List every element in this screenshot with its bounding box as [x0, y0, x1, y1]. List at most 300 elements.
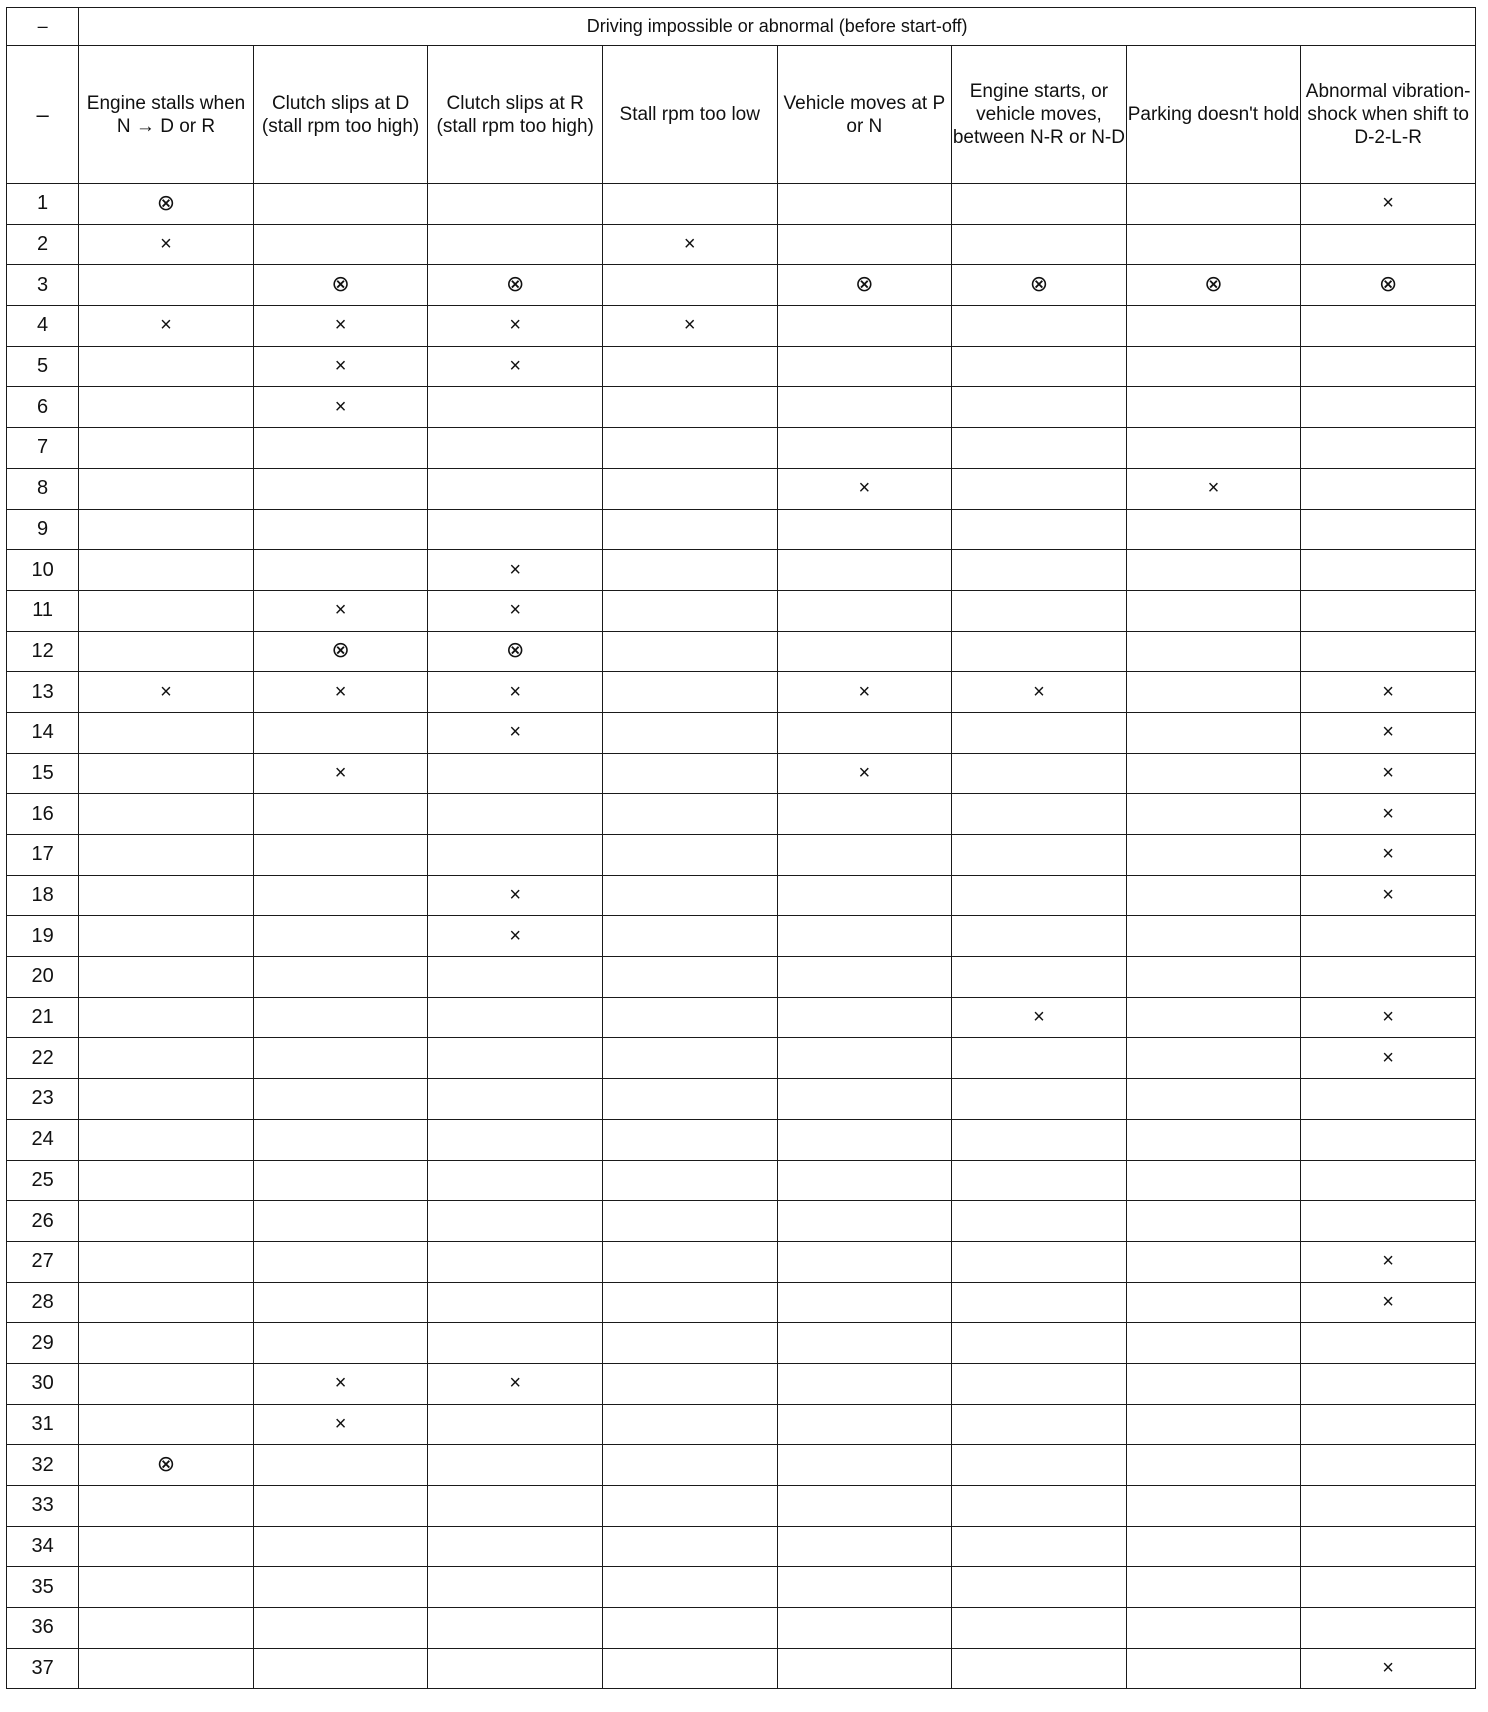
- table-row: [7, 306, 1476, 347]
- table-cell: [777, 306, 952, 347]
- table-cell: [1126, 1282, 1301, 1323]
- x-mark: ×: [1382, 1657, 1394, 1680]
- table-cell: [1126, 1526, 1301, 1567]
- table-cell: [1301, 997, 1476, 1038]
- table-cell: [1301, 1445, 1476, 1486]
- table-cell: [1301, 1526, 1476, 1567]
- table-cell: [253, 672, 428, 713]
- table-cell: [1301, 468, 1476, 509]
- table-cell: [1301, 509, 1476, 550]
- table-cell: [777, 468, 952, 509]
- table-cell: [602, 1567, 777, 1608]
- column-header: Parking doesn't hold: [1126, 46, 1301, 184]
- table-cell: [952, 428, 1127, 469]
- table-row: [7, 1119, 1476, 1160]
- table-cell: [1126, 1363, 1301, 1404]
- table-cell: [1301, 794, 1476, 835]
- x-mark: ×: [1382, 721, 1394, 744]
- table-cell: [777, 387, 952, 428]
- table-cell: [952, 916, 1127, 957]
- table-cell: [79, 875, 254, 916]
- x-mark: ×: [509, 924, 522, 947]
- table-cell: [602, 712, 777, 753]
- table-cell: [253, 875, 428, 916]
- table-cell: [602, 1648, 777, 1689]
- table-cell: [1301, 631, 1476, 672]
- table-cell: [602, 631, 777, 672]
- table-cell: [1126, 509, 1301, 550]
- table-cell: [777, 224, 952, 265]
- table-cell: [602, 1079, 777, 1120]
- x-mark: ×: [509, 314, 522, 337]
- table-row: [7, 346, 1476, 387]
- table-cell: [253, 1160, 428, 1201]
- table-cell: [602, 224, 777, 265]
- table-cell: [428, 672, 603, 713]
- table-cell: [1126, 1648, 1301, 1689]
- table-cell: [1301, 428, 1476, 469]
- table-cell: [1126, 875, 1301, 916]
- table-cell: [1126, 468, 1301, 509]
- table-row: [7, 1201, 1476, 1242]
- table-cell: [602, 1241, 777, 1282]
- row-number: 3: [7, 265, 79, 306]
- row-number: 25: [7, 1160, 79, 1201]
- table-cell: [79, 1201, 254, 1242]
- table-row: [7, 1038, 1476, 1079]
- table-cell: [428, 509, 603, 550]
- table-cell: [1301, 184, 1476, 225]
- table-cell: [1301, 1201, 1476, 1242]
- table-cell: [1126, 1323, 1301, 1364]
- table-cell: [253, 997, 428, 1038]
- table-cell: [428, 835, 603, 876]
- table-row: [7, 550, 1476, 591]
- column-header: Engine stalls when N → D or R: [79, 46, 254, 184]
- table-cell: [428, 306, 603, 347]
- table-row: [7, 794, 1476, 835]
- table-cell: [428, 1282, 603, 1323]
- row-number: 31: [7, 1404, 79, 1445]
- table-cell: [1126, 1241, 1301, 1282]
- table-cell: [1301, 1038, 1476, 1079]
- column-header: Engine starts, or vehicle moves, between N-R or N-D: [952, 46, 1127, 184]
- x-mark: ×: [334, 395, 347, 418]
- x-mark: ×: [160, 680, 172, 703]
- table-cell: [79, 957, 254, 998]
- table-cell: [1126, 184, 1301, 225]
- table-cell: [428, 1323, 603, 1364]
- table-cell: [1126, 306, 1301, 347]
- table-row: [7, 509, 1476, 550]
- column-headers: [7, 46, 1476, 184]
- table-cell: [952, 1119, 1127, 1160]
- table-cell: [602, 1119, 777, 1160]
- table-cell: [428, 875, 603, 916]
- table-cell: [253, 224, 428, 265]
- table-cell: [602, 509, 777, 550]
- table-cell: [253, 550, 428, 591]
- table-cell: [602, 753, 777, 794]
- row-number: 4: [7, 306, 79, 347]
- table-cell: [79, 1567, 254, 1608]
- x-mark: ×: [334, 599, 347, 622]
- x-mark: ×: [1382, 1006, 1394, 1029]
- table-cell: [253, 1323, 428, 1364]
- table-cell: [428, 1526, 603, 1567]
- diagnosis-chart: [6, 7, 1476, 1689]
- row-number: 20: [7, 957, 79, 998]
- table-cell: [79, 387, 254, 428]
- table-cell: [79, 1648, 254, 1689]
- table-cell: [253, 1567, 428, 1608]
- table-cell: [1126, 1160, 1301, 1201]
- table-cell: [253, 1608, 428, 1649]
- table-cell: [79, 224, 254, 265]
- table-cell: [602, 1445, 777, 1486]
- table-cell: [952, 835, 1127, 876]
- table-cell: [428, 957, 603, 998]
- table-cell: [428, 1160, 603, 1201]
- row-number: 24: [7, 1119, 79, 1160]
- table-cell: [79, 509, 254, 550]
- table-cell: [1126, 428, 1301, 469]
- table-cell: [79, 346, 254, 387]
- table-row: [7, 875, 1476, 916]
- table-cell: [1126, 550, 1301, 591]
- table-cell: [79, 265, 254, 306]
- table-cell: [602, 1201, 777, 1242]
- circled-x-mark: ⊗: [855, 271, 874, 297]
- table-cell: [1301, 1567, 1476, 1608]
- table-cell: [253, 1079, 428, 1120]
- row-number: 14: [7, 712, 79, 753]
- row-number: 19: [7, 916, 79, 957]
- table-cell: [428, 184, 603, 225]
- table-cell: [952, 1201, 1127, 1242]
- table-cell: [428, 916, 603, 957]
- x-mark: ×: [1382, 1046, 1394, 1069]
- table-cell: [952, 184, 1127, 225]
- table-cell: [1301, 306, 1476, 347]
- table-row: [7, 916, 1476, 957]
- table-cell: [777, 1282, 952, 1323]
- table-cell: [777, 672, 952, 713]
- table-cell: [952, 1486, 1127, 1527]
- table-cell: [777, 1404, 952, 1445]
- table-cell: [79, 428, 254, 469]
- table-cell: [952, 1445, 1127, 1486]
- table-cell: [1126, 1445, 1301, 1486]
- table-cell: [428, 590, 603, 631]
- table-cell: [1301, 1119, 1476, 1160]
- table-cell: [952, 1404, 1127, 1445]
- table-row: [7, 590, 1476, 631]
- row-number: 26: [7, 1201, 79, 1242]
- table-cell: [1301, 224, 1476, 265]
- x-mark: ×: [334, 761, 347, 784]
- table-cell: [428, 1445, 603, 1486]
- table-cell: [79, 835, 254, 876]
- x-mark: ×: [509, 680, 522, 703]
- table-cell: [952, 631, 1127, 672]
- table-cell: [253, 509, 428, 550]
- table-cell: [428, 1241, 603, 1282]
- x-mark: ×: [683, 314, 696, 337]
- table-cell: [1126, 1079, 1301, 1120]
- table-cell: [79, 672, 254, 713]
- table-cell: [253, 468, 428, 509]
- circled-x-mark: ⊗: [1029, 271, 1049, 297]
- table-cell: [79, 1119, 254, 1160]
- table-cell: [428, 631, 603, 672]
- table-cell: [777, 835, 952, 876]
- row-header-dash: –: [7, 46, 79, 184]
- x-mark: ×: [1382, 680, 1394, 703]
- table-row: [7, 1323, 1476, 1364]
- table-cell: [777, 1567, 952, 1608]
- table-cell: [79, 1282, 254, 1323]
- table-cell: [1301, 875, 1476, 916]
- table-cell: [952, 997, 1127, 1038]
- table-cell: [428, 794, 603, 835]
- table-cell: [777, 590, 952, 631]
- circled-x-mark: ⊗: [156, 1451, 176, 1477]
- table-row: [7, 1567, 1476, 1608]
- x-mark: ×: [858, 680, 871, 703]
- table-cell: [1301, 265, 1476, 306]
- table-cell: [602, 468, 777, 509]
- table-cell: [952, 550, 1127, 591]
- table-cell: [253, 1486, 428, 1527]
- table-cell: [79, 631, 254, 672]
- table-cell: [428, 1648, 603, 1689]
- x-mark: ×: [683, 233, 696, 256]
- table-cell: [79, 1445, 254, 1486]
- group-header: Driving impossible or abnormal (before start-off): [79, 8, 1476, 46]
- row-number: 36: [7, 1608, 79, 1649]
- table-cell: [1126, 265, 1301, 306]
- x-mark: ×: [1382, 1290, 1394, 1313]
- row-number: 18: [7, 875, 79, 916]
- table-cell: [1301, 1404, 1476, 1445]
- x-mark: ×: [334, 314, 347, 337]
- table-cell: [602, 1526, 777, 1567]
- table-cell: [952, 224, 1127, 265]
- table-cell: [777, 753, 952, 794]
- table-cell: [1126, 387, 1301, 428]
- table-cell: [777, 265, 952, 306]
- table-cell: [952, 1526, 1127, 1567]
- table-cell: [602, 387, 777, 428]
- row-number: 6: [7, 387, 79, 428]
- circled-x-mark: ⊗: [505, 271, 525, 297]
- table-cell: [253, 1119, 428, 1160]
- table-cell: [602, 550, 777, 591]
- table-cell: [253, 265, 428, 306]
- table-cell: [428, 224, 603, 265]
- row-number: 22: [7, 1038, 79, 1079]
- table-cell: [1301, 1323, 1476, 1364]
- table-cell: [79, 1486, 254, 1527]
- table-cell: [952, 306, 1127, 347]
- table-cell: [1301, 590, 1476, 631]
- table-cell: [952, 1241, 1127, 1282]
- table-cell: [1126, 753, 1301, 794]
- table-cell: [253, 184, 428, 225]
- table-cell: [1126, 224, 1301, 265]
- table-cell: [253, 306, 428, 347]
- table-cell: [1301, 1648, 1476, 1689]
- x-mark: ×: [509, 599, 522, 622]
- table-cell: [952, 1648, 1127, 1689]
- table-cell: [79, 753, 254, 794]
- table-cell: [777, 1486, 952, 1527]
- x-mark: ×: [1382, 843, 1394, 866]
- table-row: [7, 672, 1476, 713]
- table-cell: [253, 631, 428, 672]
- table-cell: [952, 1567, 1127, 1608]
- x-mark: ×: [334, 355, 347, 378]
- table-row: [7, 265, 1476, 306]
- table-cell: [1301, 1363, 1476, 1404]
- table-cell: [1126, 1608, 1301, 1649]
- table-cell: [952, 1323, 1127, 1364]
- circled-x-mark: ⊗: [156, 189, 176, 215]
- table-cell: [602, 265, 777, 306]
- table-cell: [253, 957, 428, 998]
- table-cell: [79, 184, 254, 225]
- table-cell: [1301, 712, 1476, 753]
- row-number: 7: [7, 428, 79, 469]
- table-cell: [602, 346, 777, 387]
- table-cell: [428, 265, 603, 306]
- table-row: [7, 1648, 1476, 1689]
- table-cell: [777, 1038, 952, 1079]
- table-cell: [428, 550, 603, 591]
- table-cell: [1126, 672, 1301, 713]
- table-cell: [253, 916, 428, 957]
- table-cell: [428, 1079, 603, 1120]
- table-cell: [79, 590, 254, 631]
- table-cell: [253, 1404, 428, 1445]
- table-cell: [777, 1160, 952, 1201]
- table-cell: [1301, 1160, 1476, 1201]
- table-cell: [428, 428, 603, 469]
- table-cell: [952, 590, 1127, 631]
- row-number: 16: [7, 794, 79, 835]
- table-cell: [1126, 1404, 1301, 1445]
- table-cell: [253, 1201, 428, 1242]
- x-mark: ×: [858, 761, 871, 784]
- table-cell: [777, 1079, 952, 1120]
- x-mark: ×: [1207, 477, 1220, 500]
- table-cell: [777, 184, 952, 225]
- table-cell: [602, 590, 777, 631]
- table-cell: [1301, 916, 1476, 957]
- table-cell: [602, 1404, 777, 1445]
- table-cell: [79, 306, 254, 347]
- table-cell: [602, 916, 777, 957]
- table-cell: [79, 1323, 254, 1364]
- table-row: [7, 1079, 1476, 1120]
- table-cell: [602, 997, 777, 1038]
- row-number: 28: [7, 1282, 79, 1323]
- table-cell: [1126, 1486, 1301, 1527]
- table-cell: [79, 1160, 254, 1201]
- row-number: 13: [7, 672, 79, 713]
- table-cell: [952, 1160, 1127, 1201]
- table-cell: [253, 1526, 428, 1567]
- table-cell: [1126, 712, 1301, 753]
- table-cell: [1126, 346, 1301, 387]
- table-cell: [952, 265, 1127, 306]
- table-cell: [79, 712, 254, 753]
- table-cell: [253, 1282, 428, 1323]
- table-cell: [1301, 957, 1476, 998]
- row-number: 10: [7, 550, 79, 591]
- table-cell: [428, 1038, 603, 1079]
- x-mark: ×: [334, 1372, 347, 1395]
- table-cell: [253, 794, 428, 835]
- table-row: [7, 1282, 1476, 1323]
- table-cell: [428, 753, 603, 794]
- table-cell: [777, 957, 952, 998]
- table-cell: [253, 1241, 428, 1282]
- row-number: 12: [7, 631, 79, 672]
- x-mark: ×: [1382, 761, 1394, 784]
- table-cell: [253, 1363, 428, 1404]
- table-cell: [777, 1363, 952, 1404]
- column-header: Clutch slips at D (stall rpm too high): [253, 46, 428, 184]
- table-cell: [1301, 672, 1476, 713]
- table-cell: [1301, 346, 1476, 387]
- table-cell: [253, 753, 428, 794]
- table-row: [7, 631, 1476, 672]
- x-mark: ×: [1382, 884, 1394, 907]
- table-cell: [428, 1404, 603, 1445]
- table-cell: [777, 1608, 952, 1649]
- table-cell: [777, 346, 952, 387]
- table-cell: [1301, 753, 1476, 794]
- table-body: [7, 184, 1476, 1689]
- table-cell: [79, 794, 254, 835]
- table-cell: [79, 1404, 254, 1445]
- table-cell: [428, 1363, 603, 1404]
- column-header: Clutch slips at R (stall rpm too high): [428, 46, 603, 184]
- x-mark: ×: [1033, 680, 1045, 703]
- table-cell: [79, 1363, 254, 1404]
- table-cell: [952, 468, 1127, 509]
- circled-x-mark: ⊗: [1204, 271, 1223, 297]
- table-cell: [79, 550, 254, 591]
- table-cell: [253, 712, 428, 753]
- table-row: [7, 1241, 1476, 1282]
- table-cell: [777, 428, 952, 469]
- x-mark: ×: [160, 233, 172, 256]
- table-cell: [777, 1241, 952, 1282]
- table-cell: [777, 712, 952, 753]
- table-cell: [777, 875, 952, 916]
- table-cell: [952, 753, 1127, 794]
- table-cell: [777, 631, 952, 672]
- table-row: [7, 753, 1476, 794]
- table-cell: [777, 1201, 952, 1242]
- table-cell: [1301, 1608, 1476, 1649]
- table-cell: [79, 916, 254, 957]
- row-number: 34: [7, 1526, 79, 1567]
- table-cell: [428, 1608, 603, 1649]
